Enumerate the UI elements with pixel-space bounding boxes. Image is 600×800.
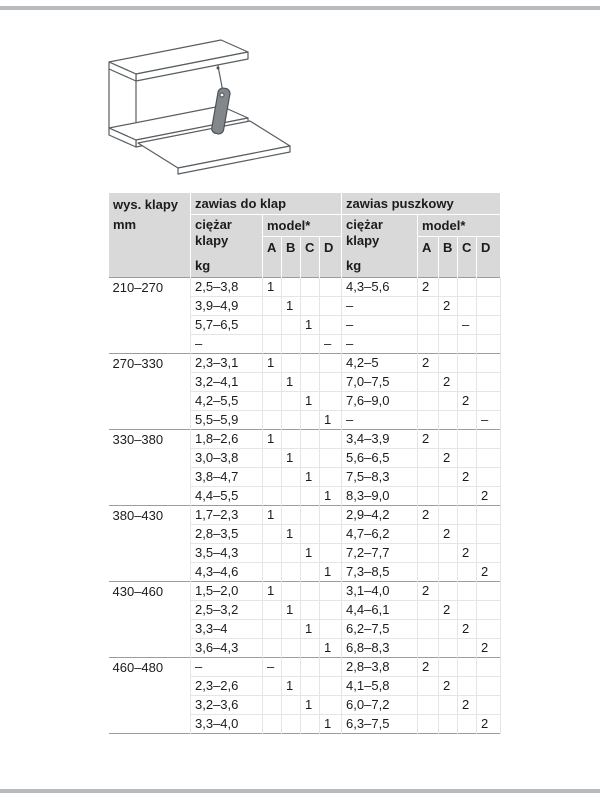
cup-hinge-model-a: [418, 601, 439, 620]
cup-hinge-model-a: [418, 392, 439, 411]
cup-hinge-model-a: [418, 715, 439, 734]
model-d-right: D: [477, 237, 501, 278]
cup-hinge-weight: 3,1–4,0: [342, 582, 418, 601]
cup-hinge-model-b: [439, 715, 458, 734]
flap-hinge-model-b: [282, 468, 301, 487]
flap-hinge-model-d: [320, 373, 342, 392]
column-header-flap-height: [109, 193, 191, 278]
flap-hinge-model-b: 1: [282, 677, 301, 696]
flap-hinge-model-c: [301, 335, 320, 354]
flap-hinge-model-c: [301, 278, 320, 297]
flap-hinge-model-d: [320, 392, 342, 411]
flap-hinge-model-c: 1: [301, 620, 320, 639]
cup-hinge-weight: 4,7–6,2: [342, 525, 418, 544]
flap-hinge-weight: 1,5–2,0: [191, 582, 263, 601]
flap-hinge-model-d: 1: [320, 487, 342, 506]
flap-hinge-model-b: [282, 278, 301, 297]
cup-hinge-model-b: [439, 696, 458, 715]
cup-hinge-model-d: [477, 525, 501, 544]
flap-height-range: 380–430: [109, 506, 191, 582]
table-row: [109, 658, 501, 677]
flap-hinge-model-a: [263, 373, 282, 392]
flap-hinge-model-c: 1: [301, 392, 320, 411]
cup-hinge-weight: 6,8–8,3: [342, 639, 418, 658]
hinge-selection-table: [108, 192, 501, 734]
flap-hinge-weight: 3,6–4,3: [191, 639, 263, 658]
cup-hinge-weight: 6,2–7,5: [342, 620, 418, 639]
flap-hinge-weight: 2,5–3,8: [191, 278, 263, 297]
cup-hinge-weight: 6,0–7,2: [342, 696, 418, 715]
cup-hinge-model-c: [458, 601, 477, 620]
flap-hinge-model-c: [301, 373, 320, 392]
cup-hinge-model-a: [418, 487, 439, 506]
flap-hinge-model-c: [301, 715, 320, 734]
flap-hinge-weight: 3,5–4,3: [191, 544, 263, 563]
flap-hinge-weight: 3,2–4,1: [191, 373, 263, 392]
cup-hinge-model-c: –: [458, 316, 477, 335]
cup-hinge-model-c: [458, 278, 477, 297]
cup-hinge-model-a: [418, 297, 439, 316]
cup-hinge-model-d: [477, 373, 501, 392]
cup-hinge-model-a: [418, 316, 439, 335]
cup-hinge-model-c: [458, 658, 477, 677]
cup-hinge-model-d: [477, 430, 501, 449]
cup-hinge-model-a: [418, 544, 439, 563]
header-row-sections: [109, 193, 501, 215]
cup-hinge-model-b: 2: [439, 297, 458, 316]
model-a-right: A: [418, 237, 439, 278]
flap-hinge-model-c: [301, 639, 320, 658]
cup-hinge-model-c: [458, 449, 477, 468]
flap-hinge-weight: 5,7–6,5: [191, 316, 263, 335]
flap-hinge-model-a: [263, 639, 282, 658]
cup-hinge-model-b: [439, 487, 458, 506]
cup-hinge-model-d: [477, 297, 501, 316]
flap-hinge-weight: 2,3–3,1: [191, 354, 263, 373]
cup-hinge-weight: 6,3–7,5: [342, 715, 418, 734]
cup-hinge-model-a: 2: [418, 354, 439, 373]
flap-hinge-model-a: [263, 392, 282, 411]
cup-hinge-weight: –: [342, 335, 418, 354]
cup-hinge-model-a: [418, 639, 439, 658]
column-header-weight-right: ciężar klapy kg: [342, 215, 418, 278]
flap-hinge-model-c: 1: [301, 696, 320, 715]
flap-hinge-weight: 3,8–4,7: [191, 468, 263, 487]
column-header-model-left: model*: [263, 215, 342, 237]
flap-hinge-weight: 2,3–2,6: [191, 677, 263, 696]
flap-hinge-weight: 5,5–5,9: [191, 411, 263, 430]
cup-hinge-model-b: [439, 620, 458, 639]
cup-hinge-model-d: [477, 392, 501, 411]
cup-hinge-model-d: [477, 335, 501, 354]
flap-hinge-weight: 1,7–2,3: [191, 506, 263, 525]
cup-hinge-model-c: [458, 487, 477, 506]
flap-hinge-model-c: 1: [301, 468, 320, 487]
cup-hinge-model-a: 2: [418, 506, 439, 525]
cup-hinge-model-b: [439, 411, 458, 430]
cup-hinge-model-b: [439, 316, 458, 335]
cup-hinge-weight: –: [342, 297, 418, 316]
flap-hinge-model-a: 1: [263, 506, 282, 525]
flap-hinge-model-d: [320, 297, 342, 316]
cup-hinge-model-c: [458, 411, 477, 430]
flap-hinge-model-b: [282, 563, 301, 582]
cup-hinge-model-a: [418, 677, 439, 696]
flap-hinge-weight: 3,2–3,6: [191, 696, 263, 715]
flap-hinge-model-b: [282, 354, 301, 373]
cup-hinge-model-c: [458, 430, 477, 449]
cup-hinge-model-c: 2: [458, 468, 477, 487]
flap-hinge-model-b: [282, 582, 301, 601]
flap-hinge-weight: 2,8–3,5: [191, 525, 263, 544]
cup-hinge-model-a: 2: [418, 430, 439, 449]
cup-hinge-model-c: [458, 715, 477, 734]
flap-hinge-model-c: [301, 430, 320, 449]
cup-hinge-model-c: [458, 582, 477, 601]
weight-unit-left: kg: [195, 258, 211, 273]
cup-hinge-model-b: [439, 544, 458, 563]
flap-hinge-model-c: [301, 525, 320, 544]
flap-hinge-model-a: 1: [263, 582, 282, 601]
flap-hinge-model-a: 1: [263, 430, 282, 449]
flap-hinge-model-c: [301, 297, 320, 316]
page-bottom-border: [0, 789, 600, 793]
flap-hinge-model-d: –: [320, 335, 342, 354]
cup-hinge-model-d: [477, 278, 501, 297]
cup-hinge-weight: 7,0–7,5: [342, 373, 418, 392]
cup-hinge-model-d: [477, 658, 501, 677]
cup-hinge-model-d: [477, 468, 501, 487]
cup-hinge-model-c: [458, 373, 477, 392]
flap-hinge-model-c: [301, 582, 320, 601]
cup-hinge-weight: 4,3–5,6: [342, 278, 418, 297]
flap-hinge-model-a: [263, 696, 282, 715]
flap-hinge-model-a: [263, 601, 282, 620]
cup-hinge-weight: –: [342, 411, 418, 430]
cup-hinge-model-b: [439, 639, 458, 658]
flap-hinge-weight: 3,3–4,0: [191, 715, 263, 734]
flap-hinge-model-d: 1: [320, 563, 342, 582]
cup-hinge-weight: 3,4–3,9: [342, 430, 418, 449]
cup-hinge-model-b: [439, 354, 458, 373]
flap-hinge-model-d: [320, 316, 342, 335]
table-row: [109, 430, 501, 449]
flap-hinge-model-a: [263, 411, 282, 430]
cup-hinge-model-d: [477, 506, 501, 525]
flap-hinge-model-c: [301, 506, 320, 525]
flap-hinge-model-d: [320, 677, 342, 696]
cup-hinge-model-d: [477, 677, 501, 696]
flap-hinge-model-a: [263, 544, 282, 563]
flap-hinge-model-b: 1: [282, 373, 301, 392]
flap-hinge-model-c: [301, 487, 320, 506]
flap-hinge-model-b: [282, 411, 301, 430]
flap-hinge-model-d: [320, 430, 342, 449]
cup-hinge-model-c: 2: [458, 696, 477, 715]
cup-hinge-model-b: [439, 582, 458, 601]
flap-hinge-model-a: [263, 335, 282, 354]
flap-hinge-model-d: 1: [320, 715, 342, 734]
flap-hinge-model-d: [320, 468, 342, 487]
flap-hinge-model-a: [263, 677, 282, 696]
cup-hinge-weight: 5,6–6,5: [342, 449, 418, 468]
cup-hinge-model-c: 2: [458, 620, 477, 639]
flap-hinge-model-d: [320, 696, 342, 715]
cup-hinge-model-b: [439, 335, 458, 354]
flap-hinge-model-b: [282, 487, 301, 506]
cup-hinge-model-a: [418, 525, 439, 544]
cup-hinge-model-c: [458, 677, 477, 696]
cup-hinge-model-d: 2: [477, 487, 501, 506]
cup-hinge-weight: 7,6–9,0: [342, 392, 418, 411]
flap-hinge-model-a: [263, 487, 282, 506]
flap-hinge-model-d: [320, 601, 342, 620]
cup-hinge-weight: 7,2–7,7: [342, 544, 418, 563]
flap-hinge-model-d: [320, 449, 342, 468]
cup-hinge-model-d: 2: [477, 639, 501, 658]
cup-hinge-model-b: 2: [439, 601, 458, 620]
cup-hinge-model-b: [439, 468, 458, 487]
section-header-cup-hinge: zawias puszkowy: [342, 193, 501, 215]
flap-hinge-weight: 3,9–4,9: [191, 297, 263, 316]
cup-hinge-model-b: [439, 278, 458, 297]
flap-hinge-model-a: [263, 449, 282, 468]
cup-hinge-model-a: [418, 696, 439, 715]
flap-hinge-model-c: [301, 677, 320, 696]
cup-hinge-model-c: [458, 525, 477, 544]
flap-height-range: 270–330: [109, 354, 191, 430]
flap-hinge-weight: 2,5–3,2: [191, 601, 263, 620]
cup-hinge-model-a: 2: [418, 278, 439, 297]
flap-hinge-model-a: 1: [263, 354, 282, 373]
column-header-model-right: model*: [418, 215, 501, 237]
flap-hinge-model-d: 1: [320, 411, 342, 430]
cup-hinge-model-d: [477, 316, 501, 335]
flap-height-range: 330–380: [109, 430, 191, 506]
flap-hinge-model-a: [263, 525, 282, 544]
model-c-right: C: [458, 237, 477, 278]
flap-hinge-model-b: [282, 506, 301, 525]
cup-hinge-model-b: 2: [439, 677, 458, 696]
model-b-left: B: [282, 237, 301, 278]
cup-hinge-model-a: 2: [418, 582, 439, 601]
flap-hinge-model-d: [320, 525, 342, 544]
cup-hinge-weight: 8,3–9,0: [342, 487, 418, 506]
cup-hinge-weight: –: [342, 316, 418, 335]
flap-hinge-model-b: [282, 620, 301, 639]
flap-hinge-model-d: [320, 354, 342, 373]
flap-height-range: 430–460: [109, 582, 191, 658]
flap-hinge-model-a: [263, 297, 282, 316]
flap-hinge-model-a: –: [263, 658, 282, 677]
cup-hinge-model-a: [418, 411, 439, 430]
cup-hinge-model-c: [458, 639, 477, 658]
cup-hinge-model-d: [477, 582, 501, 601]
flap-hinge-model-b: [282, 316, 301, 335]
cup-hinge-model-c: [458, 506, 477, 525]
flap-hinge-model-b: 1: [282, 449, 301, 468]
cup-hinge-model-c: [458, 563, 477, 582]
flap-hinge-model-c: [301, 411, 320, 430]
model-a-left: A: [263, 237, 282, 278]
flap-hinge-model-d: [320, 582, 342, 601]
cabinet-flap-diagram: [96, 30, 306, 185]
cup-hinge-model-b: [439, 563, 458, 582]
flap-hinge-model-b: 1: [282, 601, 301, 620]
cup-hinge-weight: 2,8–3,8: [342, 658, 418, 677]
flap-hinge-model-d: 1: [320, 639, 342, 658]
flap-hinge-model-d: [320, 620, 342, 639]
flap-hinge-model-d: [320, 658, 342, 677]
flap-hinge-model-b: [282, 696, 301, 715]
cup-hinge-model-d: 2: [477, 715, 501, 734]
flap-hinge-weight: 3,0–3,8: [191, 449, 263, 468]
cup-hinge-weight: 4,4–6,1: [342, 601, 418, 620]
flap-hinge-model-b: 1: [282, 297, 301, 316]
page-top-border: [0, 6, 600, 10]
cup-hinge-model-c: [458, 335, 477, 354]
flap-hinge-model-a: [263, 563, 282, 582]
flap-height-unit: mm: [113, 217, 137, 232]
flap-hinge-weight: –: [191, 658, 263, 677]
cup-hinge-model-c: [458, 354, 477, 373]
cup-hinge-model-b: [439, 392, 458, 411]
model-b-right: B: [439, 237, 458, 278]
flap-hinge-model-b: 1: [282, 525, 301, 544]
table-row: [109, 354, 501, 373]
model-d-left: D: [320, 237, 342, 278]
cup-hinge-weight: 4,2–5: [342, 354, 418, 373]
cup-hinge-weight: 7,3–8,5: [342, 563, 418, 582]
flap-hinge-model-d: [320, 506, 342, 525]
cup-hinge-model-d: [477, 620, 501, 639]
flap-hinge-weight: 4,2–5,5: [191, 392, 263, 411]
flap-hinge-model-c: [301, 601, 320, 620]
flap-hinge-model-c: [301, 449, 320, 468]
table-body: [109, 278, 501, 734]
flap-hinge-model-b: [282, 715, 301, 734]
flap-hinge-model-c: [301, 354, 320, 373]
flap-hinge-model-a: 1: [263, 278, 282, 297]
cup-hinge-model-b: 2: [439, 373, 458, 392]
cup-hinge-model-b: 2: [439, 525, 458, 544]
model-c-left: C: [301, 237, 320, 278]
flap-hinge-model-b: [282, 430, 301, 449]
cup-hinge-weight: 7,5–8,3: [342, 468, 418, 487]
cup-hinge-weight: 2,9–4,2: [342, 506, 418, 525]
cup-hinge-model-d: [477, 544, 501, 563]
table-row: [109, 278, 501, 297]
cup-hinge-model-c: [458, 297, 477, 316]
flap-hinge-model-c: [301, 658, 320, 677]
flap-hinge-model-b: [282, 639, 301, 658]
flap-hinge-weight: 4,3–4,6: [191, 563, 263, 582]
flap-hinge-model-a: [263, 316, 282, 335]
flap-height-label: wys. klapy: [113, 197, 179, 212]
flap-height-range: 460–480: [109, 658, 191, 734]
weight-unit-right: kg: [346, 258, 362, 273]
cup-hinge-model-d: 2: [477, 563, 501, 582]
cup-hinge-model-d: [477, 601, 501, 620]
cup-hinge-model-d: [477, 449, 501, 468]
cup-hinge-model-d: [477, 354, 501, 373]
cup-hinge-weight: 4,1–5,8: [342, 677, 418, 696]
flap-hinge-weight: 3,3–4: [191, 620, 263, 639]
flap-hinge-model-b: [282, 392, 301, 411]
cabinet-top-panel: [109, 40, 248, 81]
flap-height-range: 210–270: [109, 278, 191, 354]
cup-hinge-model-a: [418, 373, 439, 392]
cup-hinge-model-a: [418, 620, 439, 639]
cup-hinge-model-b: 2: [439, 449, 458, 468]
cup-hinge-model-d: –: [477, 411, 501, 430]
cup-hinge-model-a: [418, 335, 439, 354]
cup-hinge-model-b: [439, 430, 458, 449]
section-header-flap-hinge: zawias do klap: [191, 193, 342, 215]
cup-hinge-model-a: 2: [418, 658, 439, 677]
flap-hinge-model-b: [282, 658, 301, 677]
flap-hinge-model-c: 1: [301, 544, 320, 563]
flap-hinge-model-b: [282, 335, 301, 354]
cup-hinge-model-b: [439, 506, 458, 525]
column-header-weight-left: ciężar klapy kg: [191, 215, 263, 278]
flap-hinge-model-c: [301, 563, 320, 582]
cup-hinge-model-d: [477, 696, 501, 715]
flap-hinge-model-a: [263, 468, 282, 487]
flap-hinge-weight: –: [191, 335, 263, 354]
flap-hinge-model-d: [320, 278, 342, 297]
cup-hinge-model-b: [439, 658, 458, 677]
cup-hinge-model-c: 2: [458, 392, 477, 411]
cup-hinge-model-a: [418, 468, 439, 487]
table-row: [109, 582, 501, 601]
flap-hinge-weight: 1,8–2,6: [191, 430, 263, 449]
flap-hinge-model-a: [263, 715, 282, 734]
flap-hinge-model-b: [282, 544, 301, 563]
cup-hinge-model-a: [418, 449, 439, 468]
cup-hinge-model-c: 2: [458, 544, 477, 563]
flap-hinge-weight: 4,4–5,5: [191, 487, 263, 506]
table-row: [109, 506, 501, 525]
flap-hinge-model-a: [263, 620, 282, 639]
cup-hinge-model-a: [418, 563, 439, 582]
flap-hinge-model-c: 1: [301, 316, 320, 335]
flap-hinge-model-d: [320, 544, 342, 563]
